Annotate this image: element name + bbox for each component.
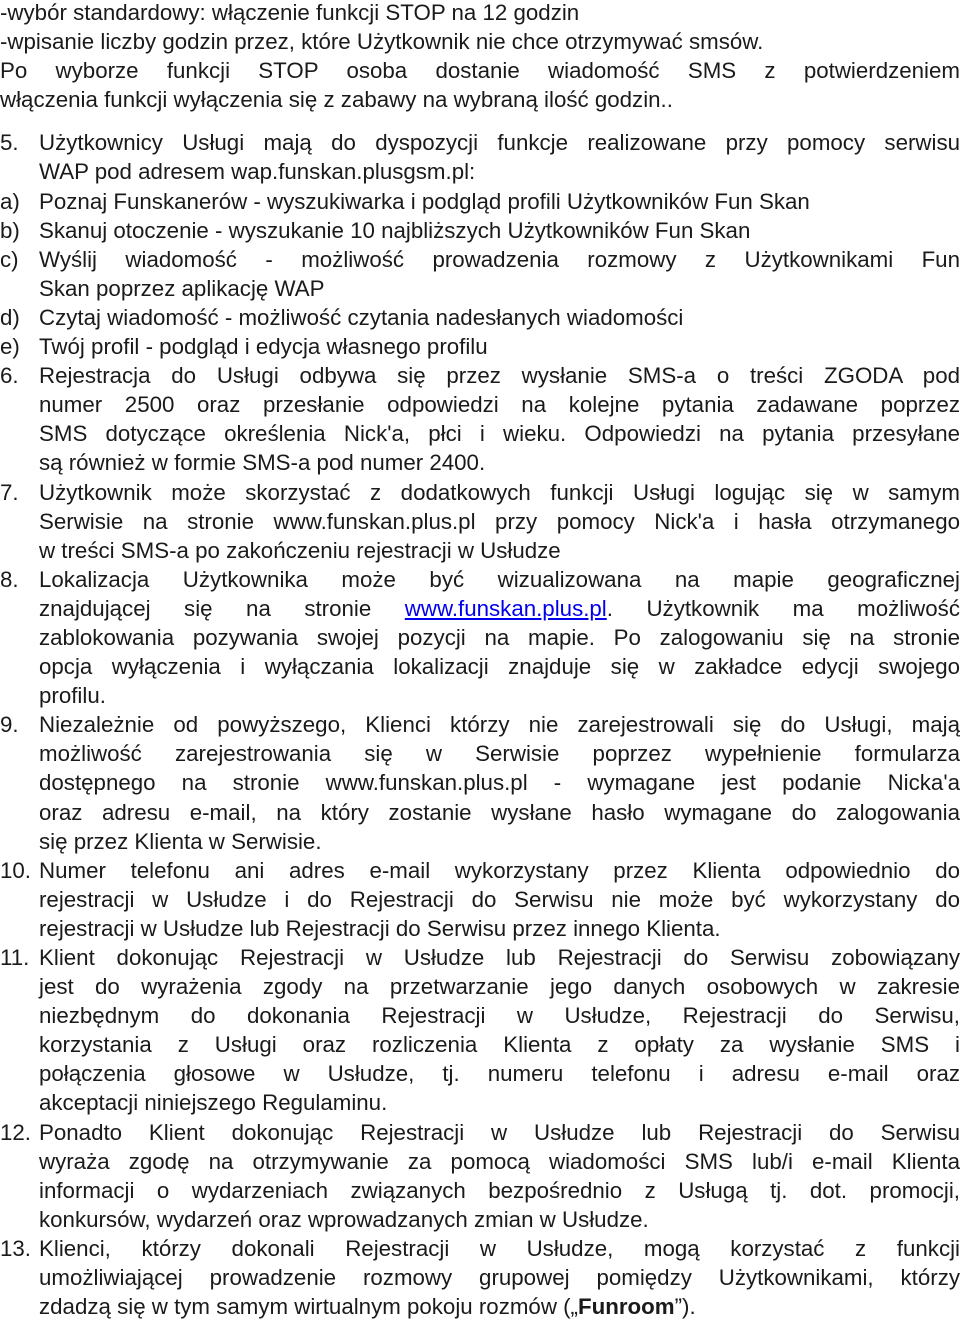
- item-line: Numer telefonu ani adres e-mail wykorzystany przez Klienta odpowiednio do: [39, 857, 960, 883]
- sub-label: c): [0, 246, 19, 272]
- item-line: WAP pod adresem wap.funskan.plusgsm.pl:: [39, 159, 476, 185]
- item-number: 7.: [0, 479, 19, 505]
- intro-line: włączenia funkcji wyłączenia się z zabawy na wybraną ilość godzin..: [0, 87, 673, 113]
- item-line: połączenia głosowe w Usłudze, tj. numeru telefonu i adresu e-mail oraz: [39, 1061, 960, 1087]
- item-number: 13.: [0, 1235, 31, 1261]
- item-line: zablokowania pozywania swojej pozycji na mapie. Po zalogowaniu się na stronie: [39, 624, 960, 650]
- sub-label: a): [0, 188, 20, 214]
- item-text: znajdującej się na stronie: [39, 595, 405, 621]
- item-line: Rejestracja do Usługi odbywa się przez wysłanie SMS-a o treści ZGODA pod: [39, 363, 960, 389]
- item-line: Lokalizacja Użytkownika może być wizualizowana na mapie geograficznej: [39, 566, 960, 592]
- item-line: jest do wyrażenia zgody na przetwarzanie jego danych osobowych w zakresie: [39, 974, 960, 1000]
- sublist-item-b: [0, 216, 960, 245]
- sub-line: Czytaj wiadomość - możliwość czytania nadesłanych wiadomości: [39, 304, 684, 330]
- list-item-9: [0, 710, 960, 855]
- intro-line: -wybór standardowy: włączenie funkcji STOP na 12 godzin: [0, 0, 580, 25]
- item-line: wyraża zgodę na otrzymywanie za pomocą wiadomości SMS lub/i e-mail Klienta: [39, 1148, 960, 1174]
- item-line: są również w formie SMS-a pod numer 2400.: [39, 450, 486, 476]
- sublist-item-d: [0, 303, 960, 332]
- item-line: rejestracji w Usłudze lub Rejestracji do Serwisu przez innego Klienta.: [39, 915, 721, 941]
- item-line: SMS dotyczące określenia Nick'a, płci i wieku. Odpowiedzi na pytania przesyłane: [39, 421, 960, 447]
- item-line: w treści SMS-a po zakończeniu rejestracji w Usłudze: [39, 537, 561, 563]
- intro-line: -wpisanie liczby godzin przez, które Użytkownik nie chce otrzymywać smsów.: [0, 29, 764, 55]
- sub-label: d): [0, 304, 20, 330]
- sub-line: Wyślij wiadomość - możliwość prowadzenia rozmowy z Użytkownikami Fun: [39, 246, 960, 272]
- item-line: umożliwiającej prowadzenie rozmowy grupowej pomiędzy Użytkownikami, którzy: [39, 1265, 960, 1291]
- item-line: się przez Klienta w Serwisie.: [39, 828, 322, 854]
- sub-line: Poznaj Funskanerów - wyszukiwarka i podgląd profili Użytkowników Fun Skan: [39, 188, 810, 214]
- item-line: Użytkownik może skorzystać z dodatkowych funkcji Usługi logując się w samym: [39, 479, 960, 505]
- item-number: 8.: [0, 566, 19, 592]
- item-line: Ponadto Klient dokonując Rejestracji w Usłudze lub Rejestracji do Serwisu: [39, 1119, 960, 1145]
- item-line-last: [39, 1292, 960, 1321]
- list-item-8: [0, 565, 960, 710]
- item-number: 6.: [0, 363, 19, 389]
- sub-line: Twój profil - podgląd i edycja własnego profilu: [39, 334, 488, 360]
- sub-line: Skanuj otoczenie - wyszukanie 10 najbliższych Użytkowników Fun Skan: [39, 217, 751, 243]
- item-line: dostępnego na stronie www.funskan.plus.pl - wymagane jest podanie Nicka'a: [39, 770, 960, 796]
- item-line-with-link: [39, 594, 960, 623]
- item-number: 5.: [0, 130, 19, 156]
- list-item-13: [0, 1234, 960, 1321]
- sub-label: e): [0, 334, 20, 360]
- item-line: niezbędnym do dokonania Rejestracji w Usłudze, Rejestracji do Serwisu,: [39, 1003, 960, 1029]
- list-item-7: [0, 478, 960, 565]
- item-line: numer 2500 oraz przesłanie odpowiedzi na kolejne pytania zadawane poprzez: [39, 392, 960, 418]
- intro-line: Po wyborze funkcji STOP osoba dostanie wiadomość SMS z potwierdzeniem: [0, 58, 960, 84]
- item-number: 9.: [0, 712, 19, 738]
- list-item-10: [0, 856, 960, 943]
- item-line: Użytkownicy Usługi mają do dyspozycji funkcje realizowane przy pomocy serwisu: [39, 130, 960, 156]
- list-item-12: [0, 1118, 960, 1234]
- item-line: rejestracji w Usłudze i do Rejestracji do Serwisu nie może być wykorzystany do: [39, 886, 960, 912]
- list-item-6: [0, 361, 960, 477]
- item-text: ”).: [674, 1294, 696, 1320]
- item-line: Serwisie na stronie www.funskan.plus.pl przy pomocy Nick'a i hasła otrzymanego: [39, 508, 960, 534]
- list-item-5: [0, 128, 960, 186]
- item-number: 10.: [0, 857, 31, 883]
- item-line: Klienci, którzy dokonali Rejestracji w Usłudze, mogą korzystać z funkcji: [39, 1235, 960, 1261]
- funroom-label: Funroom: [577, 1294, 675, 1320]
- item-line: Klient dokonując Rejestracji w Usłudze lub Rejestracji do Serwisu zobowiązany: [39, 945, 960, 970]
- sublist: [0, 187, 960, 362]
- item-text: zdadzą się w tym samym wirtualnym pokoju rozmów („: [39, 1294, 578, 1320]
- sub-line: Skan poprzez aplikację WAP: [39, 275, 325, 301]
- sublist-item-c: [0, 245, 960, 303]
- sublist-item-a: [0, 187, 960, 216]
- item-line: opcja wyłączenia i wyłączania lokalizacji znajduje się w zakładce edycji swojego: [39, 654, 960, 680]
- item-line: konkursów, wydarzeń oraz wprowadzanych zmian w Usłudze.: [39, 1206, 649, 1232]
- item-line: profilu.: [39, 683, 106, 709]
- item-text: . Użytkownik ma możliwość: [606, 595, 960, 621]
- intro-block: [0, 0, 960, 114]
- sublist-item-e: [0, 332, 960, 361]
- item-line: oraz adresu e-mail, na który zostanie wysłane hasło wymagane do zalogowania: [39, 799, 960, 825]
- item-line: możliwość zarejestrowania się w Serwisie poprzez wypełnienie formularza: [39, 741, 960, 767]
- item-line: Niezależnie od powyższego, Klienci którzy nie zarejestrowali się do Usługi, mają: [39, 712, 960, 738]
- item-line: korzystania z Usługi oraz rozliczenia Klienta z opłaty za wysłanie SMS i: [39, 1032, 960, 1058]
- item-number: 11.: [0, 945, 30, 970]
- list-item-11: [0, 943, 960, 1118]
- item-line: informacji o wydarzeniach związanych bezpośrednio z Usługą tj. dot. promocji,: [39, 1177, 960, 1203]
- funskan-link[interactable]: www.funskan.plus.pl: [404, 595, 607, 621]
- item-number: 12.: [0, 1119, 31, 1145]
- item-line: akceptacji niniejszego Regulaminu.: [39, 1090, 388, 1116]
- sub-label: b): [0, 217, 20, 243]
